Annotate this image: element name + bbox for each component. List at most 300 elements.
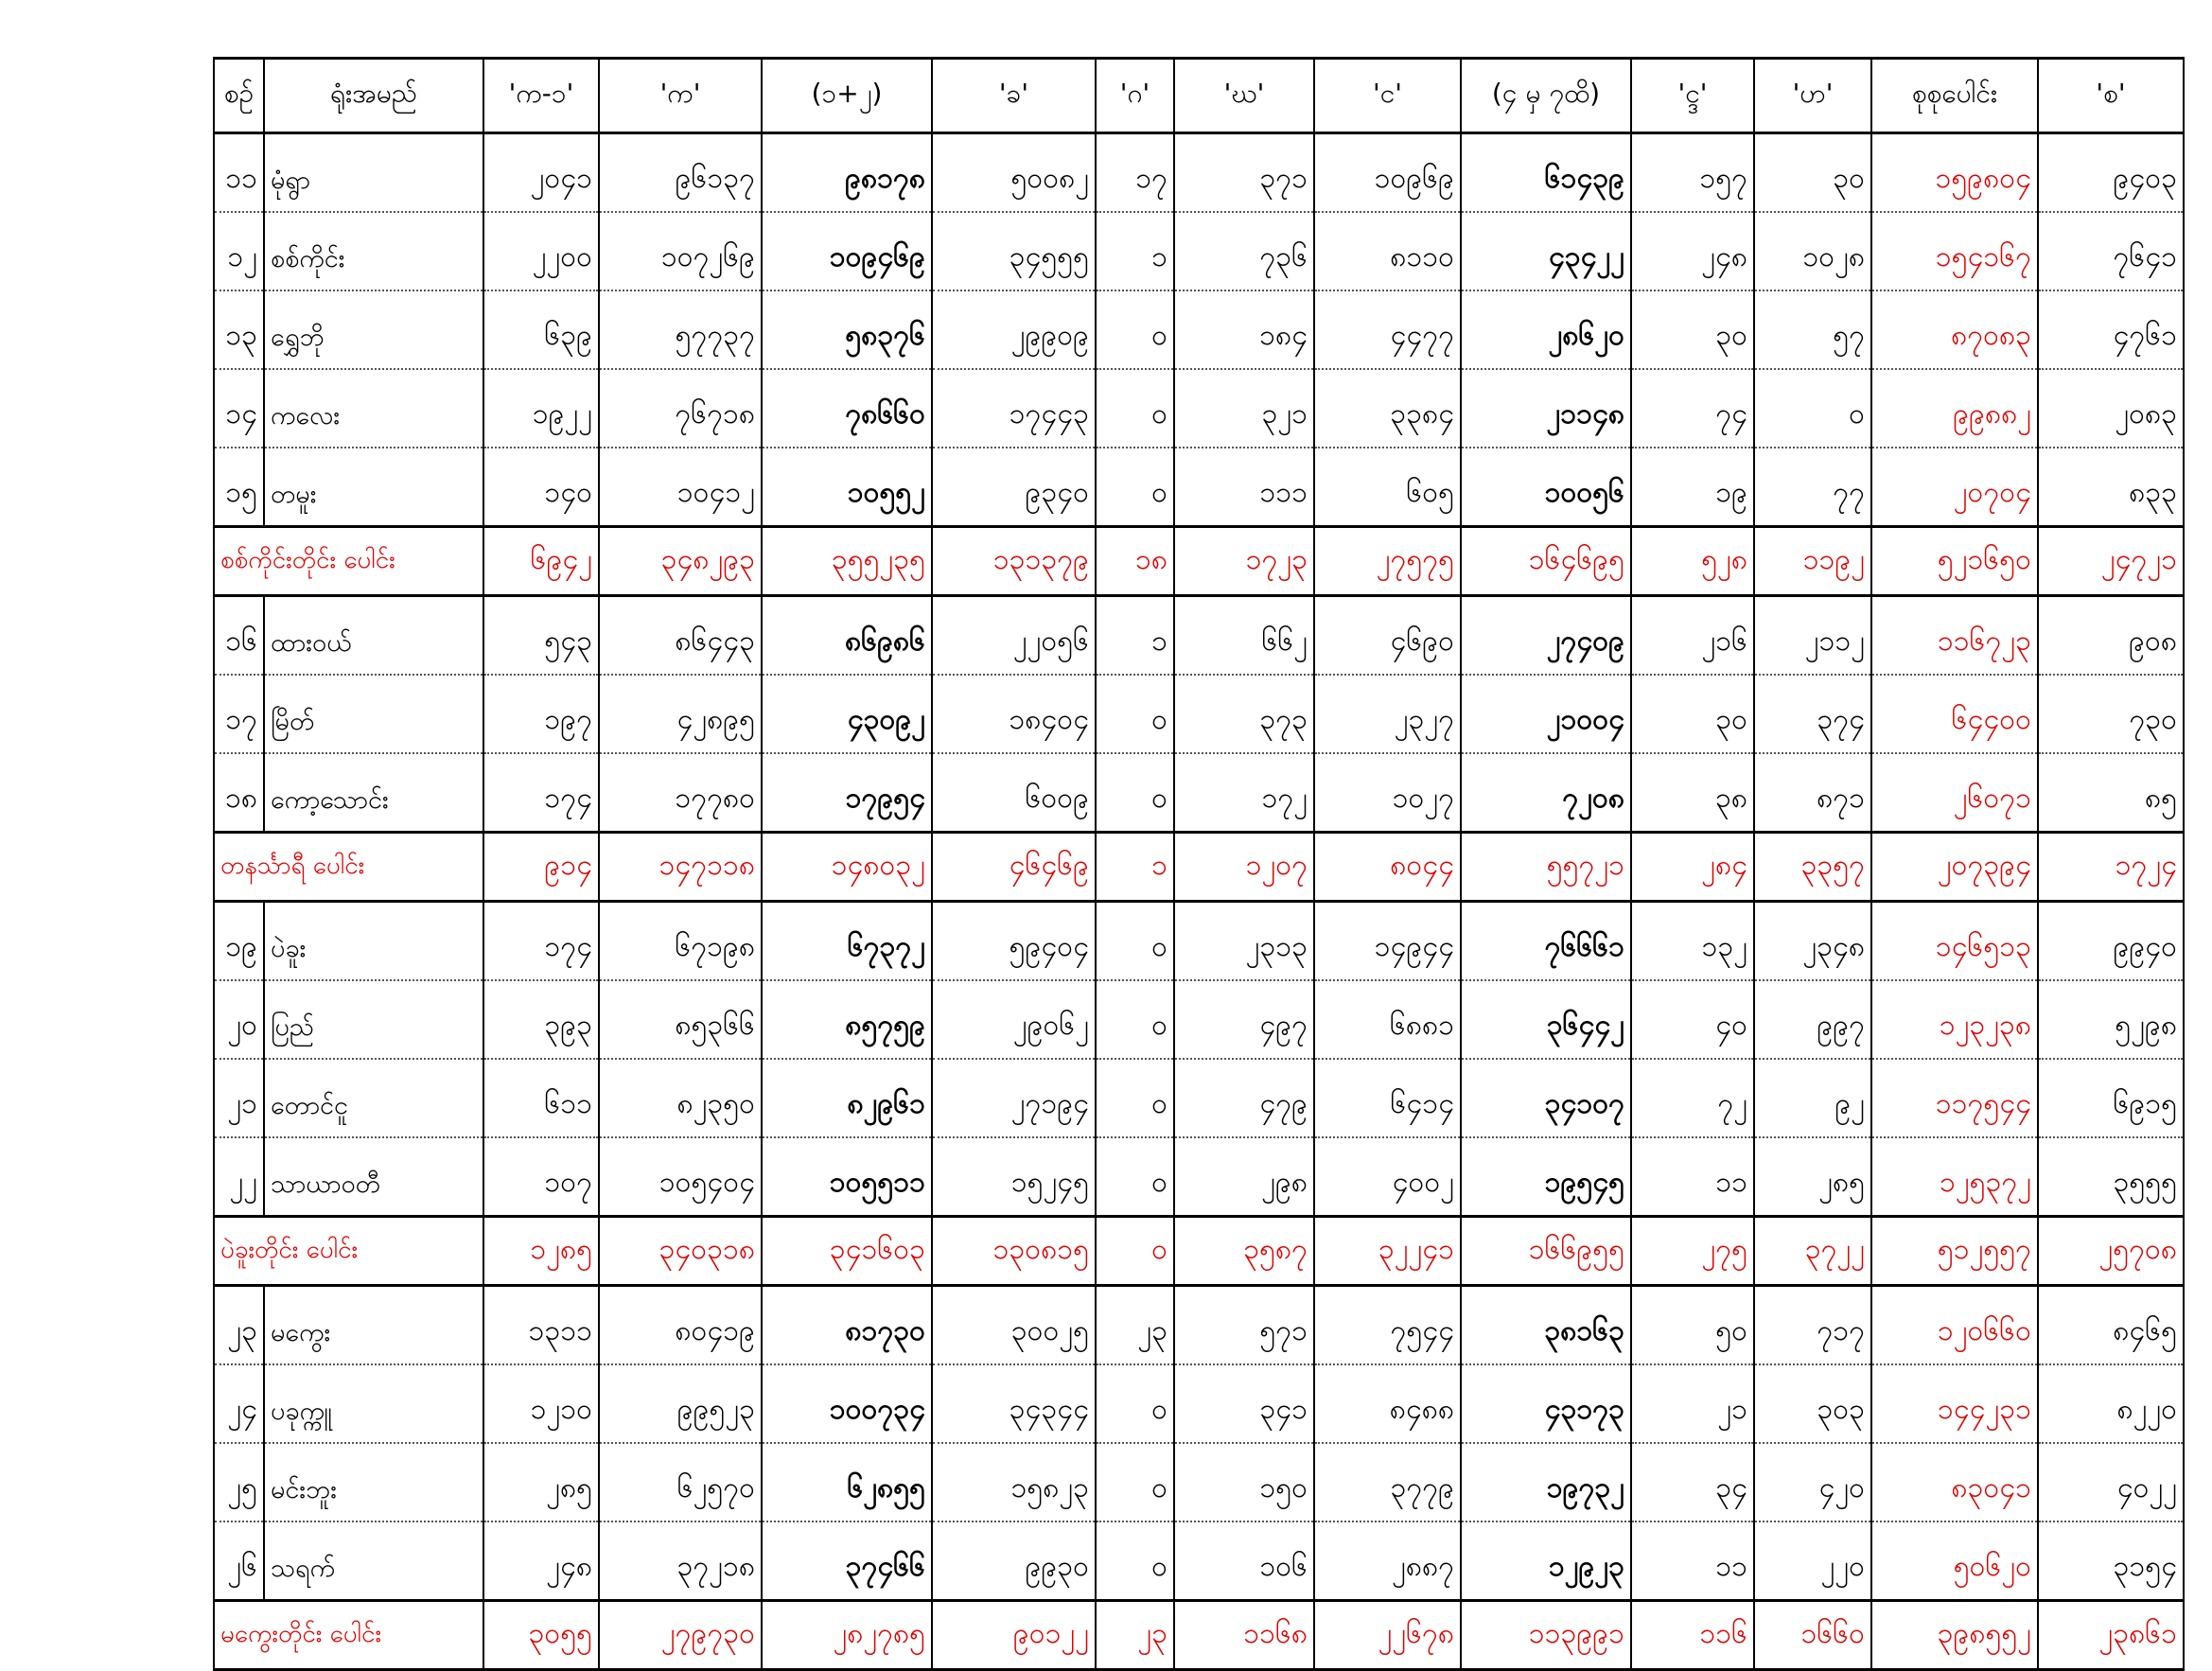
value-cell: ၁ [1096,596,1174,676]
value-cell: ၉၁၄ [483,833,599,902]
value-cell: ၈၂၂၀ [2038,1364,2184,1443]
value-cell: ၄၀၂၂ [2038,1443,2184,1521]
value-cell: ၅၂၁၆၅၀ [1871,527,2038,596]
value-cell: ၁၁၁ [1174,448,1314,527]
office-name: ရွှေဘို [264,290,483,369]
row-number: ၁၆ [214,596,264,676]
value-cell: ၂၃၂၇ [1314,675,1461,753]
column-header: စုစုပေါင်း [1871,59,2038,133]
table-row [214,448,2184,527]
value-cell: ၃၀၀၂၅ [932,1286,1096,1365]
value-cell: ၁၃၁၁ [483,1286,599,1365]
value-cell: ၁၁၆၇၂၃ [1871,596,2038,676]
value-cell: ၈၃၃ [2038,448,2184,527]
value-cell: ၆၄၁၄ [1314,1059,1461,1137]
column-header: 'ဃ' [1174,59,1314,133]
value-cell: ၃၇၃ [1174,675,1314,753]
column-header: 'ဟ' [1754,59,1871,133]
value-cell: ၅၀၀၈၂ [932,133,1096,213]
value-cell: ၃၃၅၇ [1754,833,1871,902]
value-cell: ၇၆၇၁၈ [599,369,762,448]
value-cell: ၃၅၈၇ [1174,1217,1314,1286]
column-header: (၄ မှ ၇ထိ) [1461,59,1631,133]
value-cell: ၈၁၇၃၀ [762,1286,932,1365]
row-number: ၁၄ [214,369,264,448]
value-cell: ၁၈၄၀၄ [932,675,1096,753]
value-cell: ၀ [1096,902,1174,981]
value-cell: ၂၈၅ [483,1443,599,1521]
value-cell: ၁၃၀၈၁၅ [932,1217,1096,1286]
row-number: ၂၆ [214,1521,264,1601]
value-cell: ၁၁၃၉၉၁ [1461,1601,1631,1670]
row-number: ၁၅ [214,448,264,527]
value-cell: ၅၈၃၇၆ [762,290,932,369]
value-cell: ၁၂၈၅ [483,1217,599,1286]
value-cell: ၀ [1096,675,1174,753]
value-cell: ၂၀၄၁ [483,133,599,213]
value-cell: ၃၉၃ [483,980,599,1059]
value-cell: ၃၀ [1754,133,1871,213]
value-cell: ၃၄၅၅၅ [932,212,1096,290]
value-cell: ၃၁၅၄ [2038,1521,2184,1601]
value-cell: ၁၈၄ [1174,290,1314,369]
value-cell: ၄၃၄၂၂ [1461,212,1631,290]
table-row [214,753,2184,833]
value-cell: ၂၈၄ [1631,833,1754,902]
value-cell: ၂၂၀၅၆ [932,596,1096,676]
value-cell: ၁၁၉၂ [1754,527,1871,596]
office-name: တမူး [264,448,483,527]
office-name: မြိတ် [264,675,483,753]
value-cell: ၂၂၀ [1754,1521,1871,1601]
value-cell: ၈၂၃၅၀ [599,1059,762,1137]
value-cell: ၁၄၈၀၃၂ [762,833,932,902]
value-cell: ၄၀၀၂ [1314,1137,1461,1217]
value-cell: ၀ [1096,753,1174,833]
value-cell: ၁၉၅၄၅ [1461,1137,1631,1217]
value-cell: ၉၉၈၈၂ [1871,369,2038,448]
office-name: မင်းဘူး [264,1443,483,1521]
value-cell: ၆၀၀၉ [932,753,1096,833]
value-cell: ၁၇၄ [483,902,599,981]
value-cell: ၁၅၂၄၅ [932,1137,1096,1217]
value-cell: ၁၇၇၈၀ [599,753,762,833]
value-cell: ၂၁၁၂ [1754,596,1871,676]
value-cell: ၅၇ [1754,290,1871,369]
value-cell: ၂၉၀၆၂ [932,980,1096,1059]
table-row [214,1137,2184,1217]
value-cell: ၁၉၇ [483,675,599,753]
value-cell: ၂၁၁၄၈ [1461,369,1631,448]
value-cell: ၈၂၉၆၁ [762,1059,932,1137]
value-cell: ၃၄၁ [1174,1364,1314,1443]
value-cell: ၉၀၈ [2038,596,2184,676]
value-cell: ၁၀၄၁၂ [599,448,762,527]
value-cell: ၂၁၀၀၄ [1461,675,1631,753]
value-cell: ၉၀၁၂၂ [932,1601,1096,1670]
value-cell: ၄၂၈၉၅ [599,675,762,753]
value-cell: ၁၄၇၁၁၈ [599,833,762,902]
table-row [214,675,2184,753]
value-cell: ၈၇၀၈၃ [1871,290,2038,369]
subtotal-label: မကွေးတိုင်း ပေါင်း [214,1601,483,1670]
value-cell: ၈၆၄၄၃ [599,596,762,676]
row-number: ၁၈ [214,753,264,833]
value-cell: ၁၇၂၄ [2038,833,2184,902]
value-cell: ၉၆၁၃၇ [599,133,762,213]
subtotal-label: တနင်္သာရီ ပေါင်း [214,833,483,902]
value-cell: ၅၇၇၃၇ [599,290,762,369]
value-cell: ၂၇၉၇၃၀ [599,1601,762,1670]
value-cell: ၂၅၇၀၈ [2038,1217,2184,1286]
office-name: ကလေး [264,369,483,448]
value-cell: ၁၉၂၂ [483,369,599,448]
value-cell: ၂၄၈ [483,1521,599,1601]
value-cell: ၆၄၄၀၀ [1871,675,2038,753]
value-cell: ၀ [1096,1217,1174,1286]
value-cell: ၁၂၃၂၃၈ [1871,980,2038,1059]
row-number: ၂၂ [214,1137,264,1217]
value-cell: ၄၆၉၀ [1314,596,1461,676]
value-cell: ၃၂၁ [1174,369,1314,448]
value-cell: ၁၀၂၈ [1754,212,1871,290]
value-cell: ၂၈၂၇၈၅ [762,1601,932,1670]
value-cell: ၂၀၇၃၉၄ [1871,833,2038,902]
value-cell: ၈၅၇၅၉ [762,980,932,1059]
table-row [214,369,2184,448]
value-cell: ၁၇၄၄၃ [932,369,1096,448]
row-number: ၂၅ [214,1443,264,1521]
column-header: 'က' [599,59,762,133]
row-number: ၁၉ [214,902,264,981]
value-cell: ၁၂၅၃၇၂ [1871,1137,2038,1217]
value-cell: ၈၀၄၁၉ [599,1286,762,1365]
value-cell: ၁၆၄၆၉၅ [1461,527,1631,596]
subtotal-row [214,1217,2184,1286]
value-cell: ၆၃၉ [483,290,599,369]
value-cell: ၀ [1754,369,1871,448]
value-cell: ၃၀၃ [1754,1364,1871,1443]
value-cell: ၇၃၀ [2038,675,2184,753]
value-cell: ၆၁၁ [483,1059,599,1137]
value-cell: ၃၀ [1631,290,1754,369]
subtotal-label: စစ်ကိုင်းတိုင်း ပေါင်း [214,527,483,596]
table-row [214,1521,2184,1601]
value-cell: ၃၅၅၂၃၅ [762,527,932,596]
value-cell: ၀ [1096,1443,1174,1521]
value-cell: ၁၆၆၀ [1754,1601,1871,1670]
value-cell: ၂၃ [1096,1601,1174,1670]
row-number: ၁၃ [214,290,264,369]
value-cell: ၂၈၅ [1754,1137,1871,1217]
value-cell: ၁၂၁၀ [483,1364,599,1443]
value-cell: ၁၁၇၅၄၄ [1871,1059,2038,1137]
value-cell: ၇၂၀၈ [1461,753,1631,833]
value-cell: ၀ [1096,369,1174,448]
value-cell: ၃၄၈၂၉၃ [599,527,762,596]
value-cell: ၈၅ [2038,753,2184,833]
value-cell: ၂၃၄၈ [1754,902,1871,981]
table-row [214,133,2184,213]
value-cell: ၄၂၀ [1754,1443,1871,1521]
row-number: ၂၀ [214,980,264,1059]
value-cell: ၉၉၄၀ [2038,902,2184,981]
column-header: 'စ' [2038,59,2184,133]
value-cell: ၀ [1096,1364,1174,1443]
value-cell: ၈၇၁ [1754,753,1871,833]
value-cell: ၇၃၆ [1174,212,1314,290]
value-cell: ၉၉၃၀ [932,1521,1096,1601]
value-cell: ၂၂၀၀ [483,212,599,290]
column-header: (၁+၂) [762,59,932,133]
value-cell: ၁၀၂၇ [1314,753,1461,833]
value-cell: ၅၇၁ [1174,1286,1314,1365]
column-header: ရုံးအမည် [264,59,483,133]
header-row [214,59,2184,133]
value-cell: ၁၁ [1631,1137,1754,1217]
value-cell: ၂၀၈၃ [2038,369,2184,448]
value-cell: ၂၈၆၂၀ [1461,290,1631,369]
row-number: ၁၁ [214,133,264,213]
value-cell: ၃၄ [1631,1443,1754,1521]
value-cell: ၁၀၉၄၆၉ [762,212,932,290]
value-cell: ၃၇၂၁၈ [599,1521,762,1601]
value-cell: ၆၁၄၃၉ [1461,133,1631,213]
column-header: 'င' [1314,59,1461,133]
table-row [214,1364,2184,1443]
value-cell: ၀ [1096,1521,1174,1601]
subtotal-label: ပဲခူးတိုင်း ပေါင်း [214,1217,483,1286]
value-cell: ၁၅၄၁၆၇ [1871,212,2038,290]
value-cell: ၃၇၇၉ [1314,1443,1461,1521]
row-number: ၁၂ [214,212,264,290]
value-cell: ၂၄၈ [1631,212,1754,290]
row-number: ၁၇ [214,675,264,753]
office-name: ထားဝယ် [264,596,483,676]
table-row [214,1059,2184,1137]
row-number: ၂၃ [214,1286,264,1365]
value-cell: ၁၀၇၂၆၉ [599,212,762,290]
value-cell: ၃၈ [1631,753,1754,833]
value-cell: ၄၇၉ [1174,1059,1314,1137]
office-name: ပခုက္ကူ [264,1364,483,1443]
value-cell: ၁၀၉၆၉ [1314,133,1461,213]
value-cell: ၃၅၅၅ [2038,1137,2184,1217]
value-cell: ၅၄၃ [483,596,599,676]
value-cell: ၆၉၄၂ [483,527,599,596]
value-cell: ၇၇ [1754,448,1871,527]
value-cell: ၀ [1096,980,1174,1059]
row-number: ၂၄ [214,1364,264,1443]
office-name: မကွေး [264,1286,483,1365]
value-cell: ၈၁၁၀ [1314,212,1461,290]
value-cell: ၃၄၃၄၄ [932,1364,1096,1443]
table-row [214,596,2184,676]
value-cell: ၁၁၆ [1631,1601,1754,1670]
value-cell: ၂၄၇၂၁ [2038,527,2184,596]
value-cell: ၉၃၄၀ [932,448,1096,527]
value-cell: ၁ [1096,833,1174,902]
value-cell: ၈၀၄၄ [1314,833,1461,902]
table-row [214,1443,2184,1521]
value-cell: ၃၇၁ [1174,133,1314,213]
column-header: 'က-၁' [483,59,599,133]
row-number: ၂၁ [214,1059,264,1137]
value-cell: ၃၆၄၄၂ [1461,980,1631,1059]
value-cell: ၀ [1096,290,1174,369]
office-name: သရက် [264,1521,483,1601]
value-cell: ၁၀၀၅၆ [1461,448,1631,527]
subtotal-row [214,1601,2184,1670]
value-cell: ၃၇၂၂ [1754,1217,1871,1286]
value-cell: ၂၃၈၆၁ [2038,1601,2184,1670]
value-cell: ၂၉၈ [1174,1137,1314,1217]
value-cell: ၆၇၁၉၈ [599,902,762,981]
column-header: 'င္ဒ' [1631,59,1754,133]
office-name: တောင်ငူ [264,1059,483,1137]
value-cell: ၁၄၆၅၁၃ [1871,902,2038,981]
value-cell: ၁၃၂ [1631,902,1754,981]
column-header: 'ခ' [932,59,1096,133]
table-row [214,290,2184,369]
value-cell: ၁၉၇၃၂ [1461,1443,1631,1521]
value-cell: ၁၄၉၄၄ [1314,902,1461,981]
value-cell: ၁၁ [1631,1521,1754,1601]
value-cell: ၂၇၄၀၉ [1461,596,1631,676]
value-cell: ၃၀၅၅ [483,1601,599,1670]
value-cell: ၂၈၈၇ [1314,1521,1461,1601]
value-cell: ၃၂၂၄၁ [1314,1217,1461,1286]
value-cell: ၉၉၇ [1754,980,1871,1059]
value-cell: ၀ [1096,1059,1174,1137]
value-cell: ၆၀၅ [1314,448,1461,527]
value-cell: ၄၃၁၇၃ [1461,1364,1631,1443]
value-cell: ၁၇၂ [1174,753,1314,833]
value-cell: ၁၄၄၂၃၁ [1871,1364,2038,1443]
value-cell: ၄၆၄၆၉ [932,833,1096,902]
value-cell: ၄၄၇၇ [1314,290,1461,369]
value-cell: ၈၃၀၄၁ [1871,1443,2038,1521]
value-cell: ၁၇ [1096,133,1174,213]
value-cell: ၁၂၀၇ [1174,833,1314,902]
value-cell: ၁၀၅၄၀၄ [599,1137,762,1217]
value-cell: ၁၀၀၇၃၄ [762,1364,932,1443]
value-cell: ၁၀၅၅၂ [762,448,932,527]
value-cell: ၅၁၂၅၅၇ [1871,1217,2038,1286]
value-cell: ၆၉၁၅ [2038,1059,2184,1137]
value-cell: ၂၁၆ [1631,596,1754,676]
table-body [214,133,2184,1670]
table-row [214,902,2184,981]
value-cell: ၁၀၆ [1174,1521,1314,1601]
value-cell: ၁၁၆၈ [1174,1601,1314,1670]
value-cell: ၈၄၆၅ [2038,1286,2184,1365]
value-cell: ၁၃၁၃၇၉ [932,527,1096,596]
value-cell: ၁၇၄ [483,753,599,833]
value-cell: ၅၂၈ [1631,527,1754,596]
value-cell: ၃၄၀၃၁၈ [599,1217,762,1286]
value-cell: ၂၇၅၇၅ [1314,527,1461,596]
value-cell: ၇၈၆၆၀ [762,369,932,448]
value-cell: ၈၅၃၆၆ [599,980,762,1059]
value-cell: ၉၄၀၃ [2038,133,2184,213]
value-cell: ၉၉၅၂၃ [599,1364,762,1443]
value-cell: ၇၅၄၄ [1314,1286,1461,1365]
value-cell: ၁၇၂၃ [1174,527,1314,596]
value-cell: ၇၆၆၆၁ [1461,902,1631,981]
value-cell: ၇၄ [1631,369,1754,448]
value-cell: ၆၇၃၇၂ [762,902,932,981]
value-cell: ၁ [1096,212,1174,290]
value-cell: ၇၂ [1631,1059,1754,1137]
subtotal-row [214,833,2184,902]
value-cell: ၅၂၉၈ [2038,980,2184,1059]
value-cell: ၁၂၉၂၃ [1461,1521,1631,1601]
office-name: ပဲခူး [264,902,483,981]
office-name: ပြည် [264,980,483,1059]
value-cell: ၅၉၄၀၄ [932,902,1096,981]
office-name: ကော့သောင်း [264,753,483,833]
value-cell: ၂၇၅ [1631,1217,1754,1286]
value-cell: ၅၅၇၂၁ [1461,833,1631,902]
value-cell: ၃၈၁၆၃ [1461,1286,1631,1365]
value-cell: ၂၂၆၇၈ [1314,1601,1461,1670]
value-cell: ၆၈၈၁ [1314,980,1461,1059]
value-cell: ၁၅၀ [1174,1443,1314,1521]
table-row [214,212,2184,290]
value-cell: ၃၉၈၅၅၂ [1871,1601,2038,1670]
value-cell: ၇၁၇ [1754,1286,1871,1365]
value-cell: ၅၀၆၂၀ [1871,1521,2038,1601]
value-cell: ၁၀၇ [483,1137,599,1217]
value-cell: ၂၉၉၀၉ [932,290,1096,369]
value-cell: ၁၀၅၅၁၁ [762,1137,932,1217]
value-cell: ၁၅၉၈၀၄ [1871,133,2038,213]
value-cell: ၉၈၁၇၈ [762,133,932,213]
value-cell: ၃၃၈၄ [1314,369,1461,448]
value-cell: ၇၆၄၁ [2038,212,2184,290]
value-cell: ၂၆၀၇၁ [1871,753,2038,833]
data-table [213,57,2185,1671]
value-cell: ၂၀၇၀၄ [1871,448,2038,527]
value-cell: ၁၄၀ [483,448,599,527]
subtotal-row [214,527,2184,596]
value-cell: ၃၀ [1631,675,1754,753]
value-cell: ၄၀ [1631,980,1754,1059]
column-header: စဉ် [214,59,264,133]
value-cell: ၅၀ [1631,1286,1754,1365]
office-name: စစ်ကိုင်း [264,212,483,290]
table-row [214,980,2184,1059]
value-cell: ၆၂၅၇၀ [599,1443,762,1521]
value-cell: ၆၆၂ [1174,596,1314,676]
value-cell: ၃၄၁၀၇ [1461,1059,1631,1137]
value-cell: ၁၆၆၉၅၅ [1461,1217,1631,1286]
value-cell: ၃၇၄ [1754,675,1871,753]
value-cell: ၂၇၁၉၄ [932,1059,1096,1137]
column-header: 'ဂ' [1096,59,1174,133]
value-cell: ၄၉၇ [1174,980,1314,1059]
value-cell: ၄၃၀၉၂ [762,675,932,753]
value-cell: ၀ [1096,448,1174,527]
value-cell: ၈၄၈၈ [1314,1364,1461,1443]
table-row [214,1286,2184,1365]
value-cell: ၁၈ [1096,527,1174,596]
value-cell: ၁၂၀၆၆၀ [1871,1286,2038,1365]
value-cell: ၁၅၈၂၃ [932,1443,1096,1521]
office-name: မုံရွာ [264,133,483,213]
value-cell: ၆၂၈၅၅ [762,1443,932,1521]
